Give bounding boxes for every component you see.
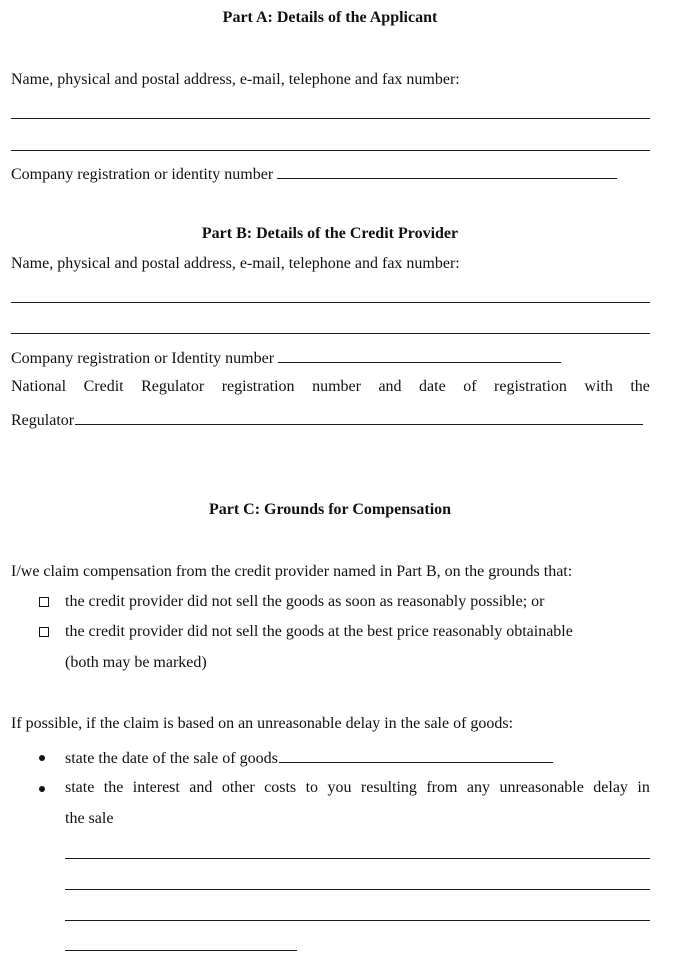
ncr-word: with [584,378,613,395]
interest-costs-line-4[interactable] [65,950,297,951]
interest-word: other [221,779,255,796]
interest-costs-line-3[interactable] [65,920,650,921]
ncr-registration-label [11,378,650,396]
interest-word: unreasonable [499,779,584,796]
applicant-registration-field[interactable] [277,163,617,179]
interest-word: in [637,779,650,796]
part-b-heading: Part B: Details of the Credit Provider [201,225,459,242]
part-a-heading: Part A: Details of the Applicant [222,9,438,26]
credit-provider-registration-field[interactable] [278,347,561,363]
interest-word: you [327,779,352,796]
ncr-word: registration [221,378,295,395]
interest-word: costs [264,779,297,796]
option-not-best-price: the credit provider did not sell the goods at the best price reasonably obtainable [65,623,573,640]
bullet-icon [39,755,45,761]
interest-word: delay [593,779,628,796]
interest-costs-label-cont: the sale [65,810,114,827]
interest-costs-label [65,779,650,797]
sale-date-field[interactable] [279,747,553,763]
checkbox-not-best-price[interactable] [39,627,49,637]
ncr-word: the [630,378,650,395]
ncr-word: date [419,378,446,395]
ncr-word: registration [494,378,567,395]
option-not-sold-promptly: the credit provider did not sell the goods as soon as reasonably possible; or [65,593,545,610]
interest-costs-line-2[interactable] [65,889,650,890]
claim-intro: I/we claim compensation from the credit provider named in Part B, on the grounds that: [11,563,573,580]
ncr-word: National [11,378,67,395]
ncr-registration-row [11,409,643,430]
ncr-registration-field[interactable] [75,409,643,425]
ncr-word: Credit [83,378,124,395]
credit-provider-name-label: Name, physical and postal address, e-mail, telephone and fax number: [11,255,460,272]
ncr-word: of [463,378,477,395]
applicant-details-line-2[interactable] [11,150,650,151]
interest-word: any [466,779,490,796]
delay-intro: If possible, if the claim is based on an unreasonable delay in the sale of goods: [11,715,514,732]
interest-word: and [189,779,213,796]
applicant-name-label: Name, physical and postal address, e-mail, telephone and fax number: [11,71,460,88]
interest-word: state [65,779,95,796]
ncr-word: number [312,378,361,395]
ncr-word: and [378,378,402,395]
credit-provider-registration-label: Company registration or Identity number [11,350,275,368]
ncr-registration-label-cont: Regulator [11,412,75,430]
credit-provider-details-line-2[interactable] [11,333,650,334]
sale-date-label: state the date of the sale of goods [65,750,278,768]
interest-word: from [426,779,458,796]
credit-provider-details-line-1[interactable] [11,302,650,303]
part-c-heading: Part C: Grounds for Compensation [208,501,452,518]
interest-word: interest [132,779,180,796]
sale-date-row [65,747,553,768]
interest-word: resulting [360,779,417,796]
interest-word: the [103,779,124,796]
applicant-registration-row [11,163,617,184]
applicant-registration-label: Company registration or identity number [11,166,274,184]
credit-provider-registration-row [11,347,561,368]
applicant-details-line-1[interactable] [11,118,650,119]
interest-costs-line-1[interactable] [65,858,650,859]
checkbox-not-sold-promptly[interactable] [39,597,49,607]
bullet-icon [39,786,45,792]
interest-word: to [305,779,319,796]
option-note: (both may be marked) [65,654,207,671]
ncr-word: Regulator [141,378,205,395]
